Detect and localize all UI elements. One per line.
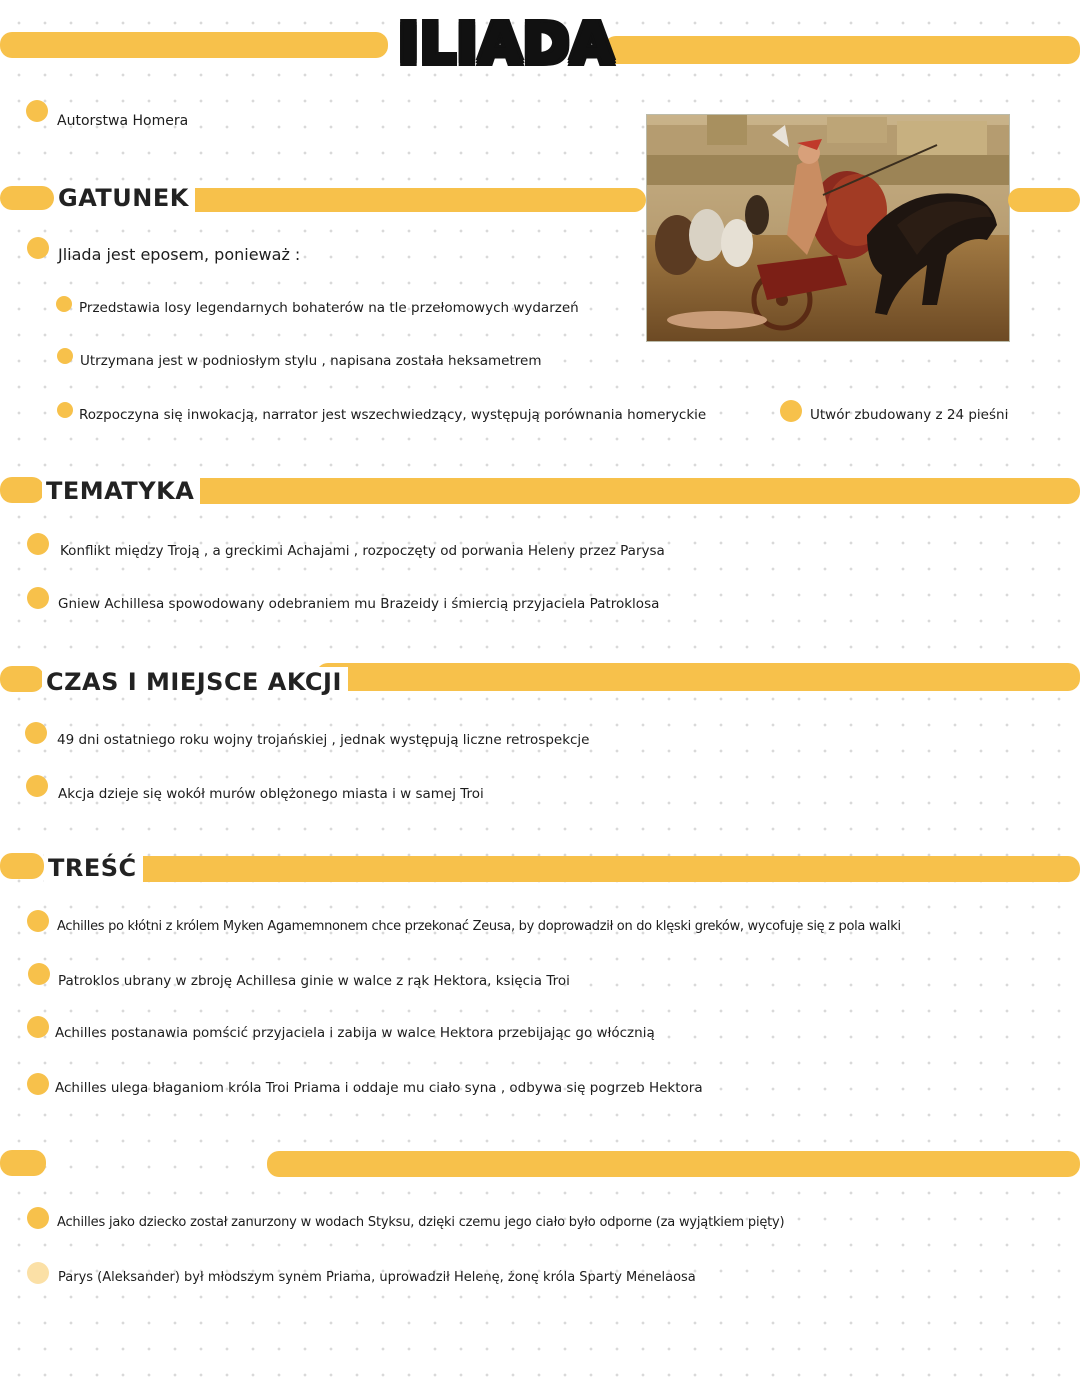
bullet-dot (27, 1016, 49, 1038)
tematyka-heading: TEMATYKA (42, 476, 200, 506)
tematyka-stripe-right (172, 478, 1080, 504)
achilles-chariot-painting (646, 114, 1010, 342)
tresc-point-1: Achilles po kłótni z królem Myken Agamemnonem chce przekonać Zeusa, by doprowadził on do klęski greków, wycofuje się z pola walki (57, 919, 901, 934)
tematyka-stripe-left (0, 477, 44, 503)
extra-stripe-left (0, 1150, 46, 1176)
bullet-dot (27, 1262, 49, 1284)
bullet-dot (27, 1207, 49, 1229)
tresc-point-2: Patroklos ubrany w zbroję Achillesa ginie w walce z rąk Hektora, księcia Troi (58, 973, 570, 989)
tematyka-point-2: Gniew Achillesa spowodowany odebraniem mu Brazeidy i śmiercią przyjaciela Patroklosa (58, 596, 660, 612)
czas-stripe-left (0, 666, 44, 692)
gatunek-lead: Jliada jest eposem, ponieważ : (58, 245, 301, 264)
czas-point-1: 49 dni ostatniego roku wojny trojańskiej , jednak występują liczne retrospekcje (57, 732, 590, 748)
gatunek-stripe-left (0, 186, 54, 210)
bullet-dot (57, 402, 73, 418)
bullet-dot (27, 910, 49, 932)
gatunek-heading: GATUNEK (54, 183, 195, 213)
gatunek-point-3: Rozpoczyna się inwokacją, narrator jest wszechwiedzący, występują porównania homeryckie (79, 407, 707, 423)
gatunek-point-1: Przedstawia losy legendarnych bohaterów na tle przełomowych wydarzeń (79, 300, 579, 316)
bullet-dot (27, 533, 49, 555)
gatunek-stripe-far-right (1008, 188, 1080, 212)
gatunek-point-2: Utrzymana jest w podniosłym stylu , napisana została heksametrem (80, 353, 542, 369)
bullet-dot (26, 775, 48, 797)
czas-heading: CZAS I MIEJSCE AKCJI (42, 667, 348, 697)
extra-stripe-right (267, 1151, 1080, 1177)
title-stripe-right (604, 36, 1080, 64)
czas-point-2: Akcja dzieje się wokół murów oblężonego miasta i w samej Troi (58, 786, 484, 802)
bullet-dot (26, 100, 48, 122)
tematyka-point-1: Konflikt między Troją , a greckimi Achajami , rozpoczęty od porwania Heleny przez Parysa (60, 543, 665, 559)
tresc-stripe-right (126, 856, 1080, 882)
page-title: ILIADA (398, 12, 615, 77)
gatunek-side-note: Utwór zbudowany z 24 pieśni (810, 407, 1009, 423)
bullet-dot (28, 963, 50, 985)
bullet-dot (56, 296, 72, 312)
bullet-dot (780, 400, 802, 422)
title-stripe-left (0, 32, 388, 58)
tresc-point-4: Achilles ulega błaganiom króla Troi Priama i oddaje mu ciało syna , odbywa się pogrzeb Hektora (55, 1080, 703, 1096)
tresc-stripe-left (0, 853, 44, 879)
extra-point-1: Achilles jako dziecko został zanurzony w wodach Styksu, dzięki czemu jego ciało było odporne (za wyjątkiem pięty) (57, 1215, 785, 1230)
bullet-dot (25, 722, 47, 744)
extra-point-2: Parys (Aleksander) był młodszym synem Priama, uprowadził Helenę, żonę króla Sparty Menelaosa (58, 1270, 696, 1285)
bullet-dot (57, 348, 73, 364)
author-line: Autorstwa Homera (57, 113, 189, 129)
czas-stripe-right (316, 663, 1080, 691)
tresc-point-3: Achilles postanawia pomścić przyjaciela i zabija w walce Hektora przebijając go włócznią (55, 1025, 655, 1041)
bullet-dot (27, 587, 49, 609)
tresc-heading: TREŚĆ (44, 853, 143, 883)
painting-image (647, 115, 1009, 341)
bullet-dot (27, 1073, 49, 1095)
bullet-dot (27, 237, 49, 259)
gatunek-stripe-right (172, 188, 646, 212)
